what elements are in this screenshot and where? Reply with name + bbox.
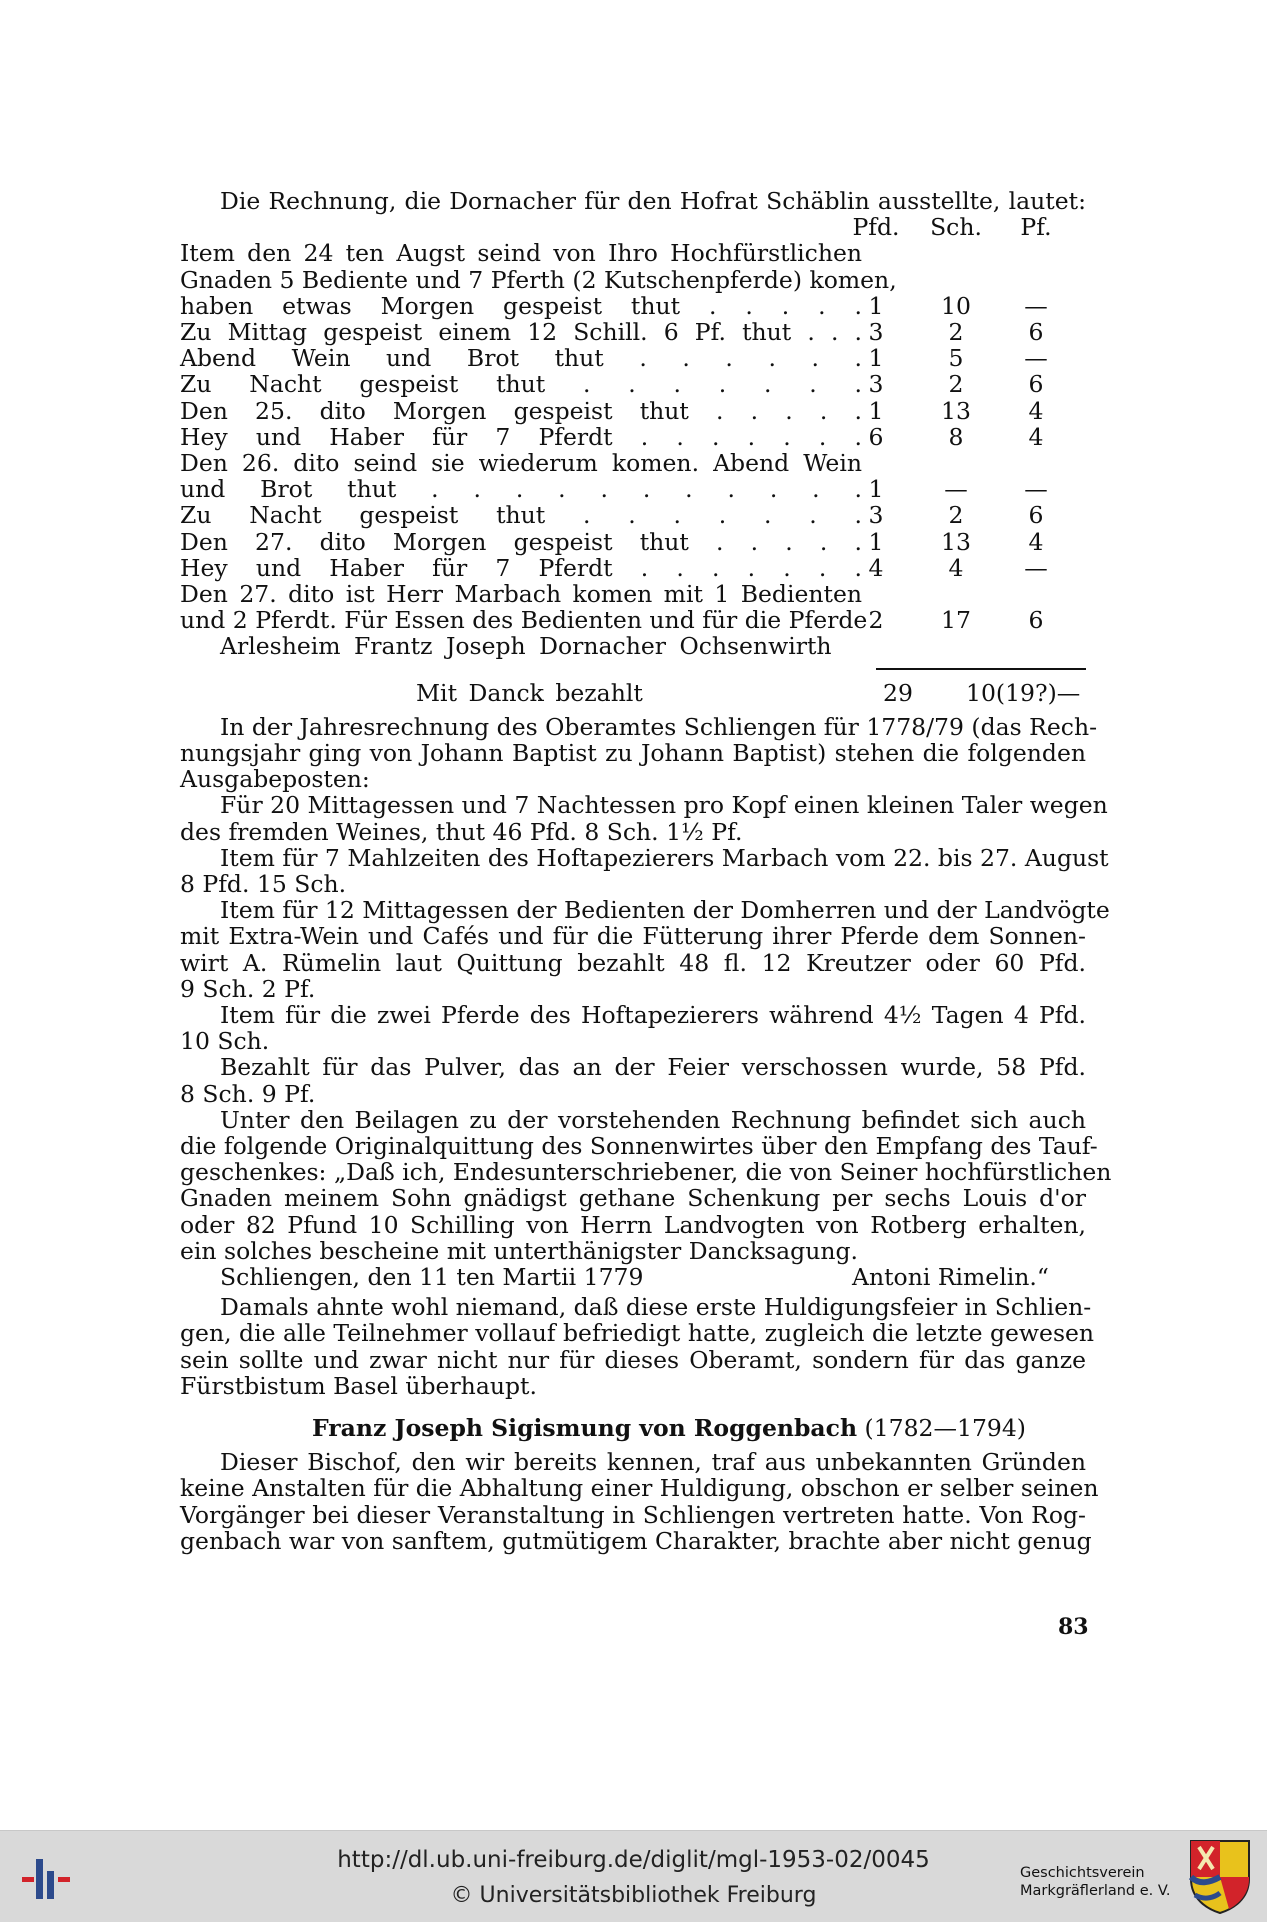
paragraph-line: Dieser Bischof, den wir bereits kennen, traf aus unbekannten Gründen: [220, 1448, 1086, 1477]
amount-sch: 2: [948, 318, 964, 346]
paragraph-line: Für 20 Mittagessen und 7 Nachtessen pro Kopf einen kleinen Taler wegen: [220, 791, 1108, 820]
ledger-item-line: Hey und Haber für 7 Pferdt . . . . . . .: [180, 422, 862, 451]
paragraph-line: 8 Pfd. 15 Sch.: [180, 870, 347, 898]
paragraph-line: Damals ahnte wohl niemand, daß diese erste Huldigungsfeier in Schlien-: [220, 1293, 1092, 1322]
paragraph-line: die folgende Originalquittung des Sonnenwirtes über den Empfang des Tauf-: [180, 1132, 1098, 1160]
paragraph-line: Fürstbistum Basel überhaupt.: [180, 1371, 537, 1400]
ledger-item-line: Den 27. dito ist Herr Marbach komen mit 1 Bedienten: [180, 580, 862, 608]
footer-bar: [0, 1830, 1267, 1922]
paragraph-line: Gnaden meinem Sohn gnädigst gethane Schenkung per sechs Louis d'or: [180, 1184, 1086, 1213]
amount-pfd: 1: [868, 396, 884, 425]
amount-sch: 13: [941, 396, 971, 425]
amount-sch: 5: [948, 344, 964, 373]
amount-pf: 4: [1028, 422, 1044, 451]
paragraph-line: sein sollte und zwar nicht nur für dieses Oberamt, sondern für das ganze: [180, 1345, 1086, 1374]
amount-pfd: 3: [868, 501, 884, 530]
paragraph-line: oder 82 Pfund 10 Schilling von Herrn Landvogten von Rotberg erhalten,: [180, 1210, 1086, 1239]
signer-line: Arlesheim Frantz Joseph Dornacher Ochsenwirth: [220, 632, 832, 661]
paragraph-line: keine Anstalten für die Abhaltung einer Huldigung, obschon er selber seinen: [180, 1474, 1099, 1503]
amount-sch: 17: [941, 606, 971, 635]
ledger-item-line: Zu Nacht gespeist thut . . . . . . .: [180, 501, 862, 530]
total-sch: 10(19?)—: [966, 678, 1081, 707]
column-header: Sch.: [930, 213, 982, 242]
ledger-item-line: Zu Nacht gespeist thut . . . . . . .: [180, 370, 862, 399]
amount-pf: —: [1024, 344, 1048, 373]
ledger-item-line: Gnaden 5 Bediente und 7 Pferth (2 Kutschenpferde) komen,: [180, 265, 897, 294]
paragraph-line: Ausgabeposten:: [180, 765, 370, 794]
paragraph-line: Item für 7 Mahlzeiten des Hoftapezierers Marbach vom 22. bis 27. August: [220, 843, 1109, 872]
paragraph-line: 9 Sch. 2 Pf.: [180, 974, 316, 1003]
amount-pf: 6: [1028, 501, 1044, 530]
society-name: [1020, 1864, 1171, 1900]
amount-sch: 2: [948, 501, 964, 530]
paragraph-line: 10 Sch.: [180, 1027, 270, 1056]
amount-sch: 2: [948, 370, 964, 399]
heading-years: (1782—1794): [857, 1414, 1026, 1442]
paragraph-line: geschenkes: „Daß ich, Endesunterschriebener, die von Seiner hochfürstlichen: [180, 1158, 1112, 1187]
ledger-item-line: Hey und Haber für 7 Pferdt . . . . . . .: [180, 553, 862, 582]
paragraph-line: Unter den Beilagen zu der vorstehenden Rechnung befindet sich auch: [220, 1105, 1086, 1134]
paragraph-line: 8 Sch. 9 Pf.: [180, 1079, 316, 1108]
paragraph-line: mit Extra-Wein und Cafés und für die Fütterung ihrer Pferde dem Sonnen-: [180, 922, 1086, 951]
permalink-url[interactable]: http://dl.ub.uni-freiburg.de/diglit/mgl-1953-02/0045: [337, 1847, 930, 1873]
ledger-item-line: haben etwas Morgen gespeist thut . . . . .: [180, 291, 862, 320]
society-name-line1: Geschichtsverein: [1020, 1865, 1145, 1881]
amount-pfd: 1: [868, 475, 884, 504]
column-header: Pfd.: [852, 213, 900, 242]
ledger-item-line: Den 25. dito Morgen gespeist thut . . . . .: [180, 396, 862, 425]
amount-pfd: 4: [868, 553, 884, 582]
paragraph-line: gen, die alle Teilnehmer vollauf befriedigt hatte, zugleich die letzte gewesen: [180, 1319, 1095, 1348]
paragraph-line: nungsjahr ging von Johann Baptist zu Johann Baptist) stehen die folgenden: [180, 739, 1086, 767]
paragraph-line: Item für 12 Mittagessen der Bedienten der Domherren und der Landvögte: [220, 896, 1110, 925]
sum-rule: [876, 668, 1086, 670]
ledger-item-line: Den 26. dito seind sie wiederum komen. Abend Wein: [180, 449, 862, 477]
coat-of-arms-icon: [1189, 1839, 1251, 1915]
amount-pf: —: [1024, 291, 1048, 320]
amount-pfd: 2: [868, 606, 884, 635]
amount-pf: 6: [1028, 370, 1044, 399]
paragraph-line: Vorgänger bei dieser Veranstaltung in Schliengen vertreten hatte. Von Rog-: [180, 1500, 1086, 1529]
ledger-item-line: Item den 24 ten Augst seind von Ihro Hochfürstlichen: [180, 239, 862, 268]
amount-sch: 10: [941, 291, 971, 320]
paragraph-line: Bezahlt für das Pulver, das an der Feier verschossen wurde, 58 Pfd.: [220, 1053, 1086, 1082]
amount-pf: 6: [1028, 318, 1044, 346]
amount-pf: —: [1024, 475, 1048, 504]
paragraph-line: ein solches bescheine mit unterthänigster Dancksagung.: [180, 1236, 858, 1265]
amount-pf: —: [1024, 553, 1048, 582]
amount-pfd: 1: [868, 527, 884, 556]
total-pfd: 29: [883, 678, 913, 707]
section-heading: [312, 1415, 1026, 1441]
page-number: 83: [1058, 1614, 1089, 1640]
paragraph-line: genbach war von sanftem, gutmütigem Charakter, brachte aber nicht genug: [180, 1526, 1092, 1555]
ledger-item-line: Abend Wein und Brot thut . . . . . .: [180, 344, 862, 373]
paragraph-line: des fremden Weines, thut 46 Pfd. 8 Sch. 1½ Pf.: [180, 817, 743, 846]
ledger-item-line: und Brot thut . . . . . . . . . . .: [180, 475, 862, 504]
ledger-item-line: Den 27. dito Morgen gespeist thut . . . . .: [180, 527, 862, 556]
intro-line: Die Rechnung, die Dornacher für den Hofrat Schäblin ausstellte, lautet:: [220, 187, 1086, 215]
receipt-signature: Antoni Rimelin.“: [852, 1263, 1049, 1291]
amount-sch: 13: [941, 527, 971, 556]
amount-sch: 4: [948, 553, 964, 582]
amount-sch: 8: [948, 422, 964, 451]
amount-pfd: 3: [868, 318, 884, 346]
receipt-place-date: Schliengen, den 11 ten Martii 1779: [220, 1263, 644, 1291]
amount-pf: 4: [1028, 527, 1044, 556]
total-label: Mit Danck bezahlt: [416, 678, 643, 707]
column-header: Pf.: [1020, 213, 1052, 242]
paragraph-line: Item für die zwei Pferde des Hoftapezierers während 4½ Tagen 4 Pfd.: [220, 1001, 1086, 1029]
amount-pfd: 1: [868, 344, 884, 373]
amount-pfd: 6: [868, 422, 884, 451]
paragraph-line: In der Jahresrechnung des Oberamtes Schliengen für 1778/79 (das Rech-: [220, 712, 1098, 741]
amount-pfd: 3: [868, 370, 884, 399]
copyright-notice: © Universitätsbibliothek Freiburg: [450, 1883, 817, 1908]
ledger-item-line: Zu Mittag gespeist einem 12 Schill. 6 Pf. thut . . .: [180, 318, 862, 346]
ledger-item-line: und 2 Pferdt. Für Essen des Bedienten und für die Pferde: [180, 606, 868, 635]
heading-name: Franz Joseph Sigismung von Roggenbach: [312, 1414, 858, 1442]
society-name-line2: Markgräflerland e. V.: [1020, 1883, 1171, 1899]
amount-pfd: 1: [868, 291, 884, 320]
amount-pf: 4: [1028, 396, 1044, 425]
paragraph-line: wirt A. Rümelin laut Quittung bezahlt 48 fl. 12 Kreutzer oder 60 Pfd.: [180, 948, 1086, 977]
amount-pf: 6: [1028, 606, 1044, 635]
amount-sch: —: [944, 475, 968, 504]
